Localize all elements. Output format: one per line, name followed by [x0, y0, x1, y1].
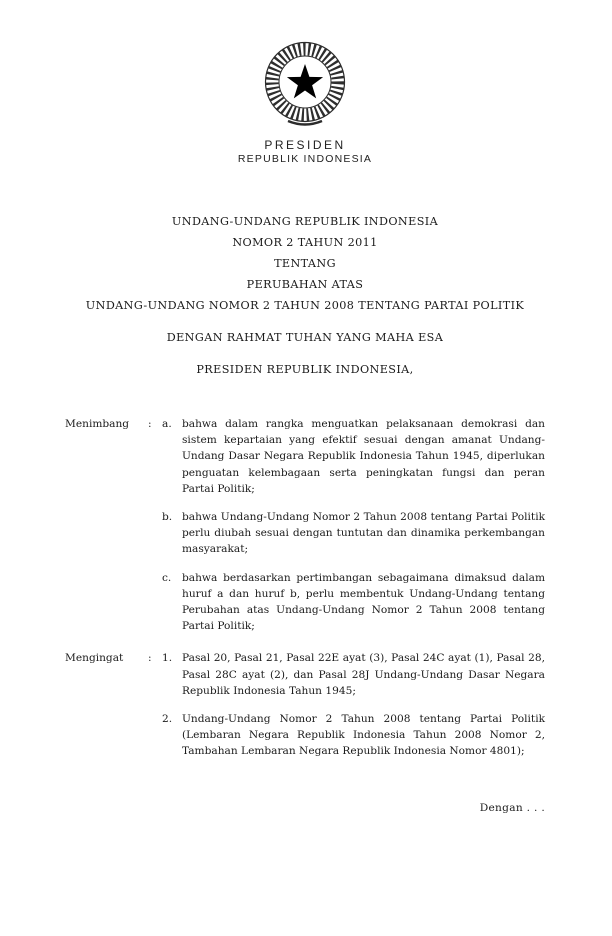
item-text: bahwa Undang-Undang Nomor 2 Tahun 2008 tentang Partai Politik perlu diubah sesuai dengan tuntutan dan dinamika perkembangan masyarakat;: [182, 511, 545, 556]
item-text: Undang-Undang Nomor 2 Tahun 2008 tentang Partai Politik (Lembaran Negara Republik Indonesia Tahun 2008 Nomor 2, Tambahan Lembaran Negara Republik Indonesia Nomor 4801);: [182, 713, 545, 758]
menimbang-section: [65, 416, 545, 634]
item-marker: 1.: [162, 652, 173, 665]
presidential-star-emblem-icon: [257, 38, 353, 130]
mengingat-colon: :: [148, 652, 152, 665]
letterhead: [65, 38, 545, 165]
title-line-perubahan-atas: PERUBAHAN ATAS: [246, 278, 364, 291]
title-line-number-year: NOMOR 2 TAHUN 2011: [232, 236, 378, 249]
letterhead-presiden-text: PRESIDEN: [264, 138, 346, 152]
invocation-line: DENGAN RAHMAT TUHAN YANG MAHA ESA: [166, 331, 444, 344]
title-line-law-name: UNDANG-UNDANG REPUBLIK INDONESIA: [171, 215, 439, 228]
menimbang-item-a: [65, 416, 545, 497]
title-line-subject: UNDANG-UNDANG NOMOR 2 TAHUN 2008 TENTANG PARTAI POLITIK: [85, 299, 525, 312]
mengingat-item-2: [65, 711, 545, 760]
menimbang-colon: :: [148, 418, 152, 430]
item-text: Pasal 20, Pasal 21, Pasal 22E ayat (3), Pasal 24C ayat (1), Pasal 28, Pasal 28C ayat (2), dan Pasal 28J Undang-Undang Dasar Negara Republik Indonesia Tahun 1945;: [182, 652, 545, 697]
title-line-tentang: TENTANG: [274, 257, 336, 270]
mengingat-item-1: [65, 650, 545, 699]
mengingat-label: Mengingat: [65, 652, 124, 665]
item-marker: c.: [162, 571, 172, 584]
page-catchword: Dengan . . .: [479, 801, 545, 814]
mengingat-section: [65, 650, 545, 759]
menimbang-label: Menimbang: [65, 418, 130, 430]
item-marker: a.: [162, 418, 172, 430]
item-text: bahwa berdasarkan pertimbangan sebagaimana dimaksud dalam huruf a dan huruf b, perlu membentuk Undang-Undang tentang Perubahan atas Undang-Undang Nomor 2 Tahun 2008 tentang Partai Politik;: [182, 571, 545, 633]
item-marker: 2.: [162, 713, 173, 726]
document-title-block: [65, 211, 545, 316]
menimbang-item-c: [65, 570, 545, 635]
authority-line: PRESIDEN REPUBLIK INDONESIA,: [196, 363, 414, 376]
item-text: bahwa dalam rangka menguatkan pelaksanaan demokrasi dan sistem kepartaian yang efektif sesuai dengan amanat Undang-Undang Dasar Negara Republik Indonesia Tahun 1945, diperlukan penguatan kelembagaan serta peningkatan fungsi dan peran Partai Politik;: [182, 418, 545, 495]
item-marker: b.: [162, 511, 173, 524]
menimbang-item-b: [65, 509, 545, 558]
letterhead-republik-indonesia-text: REPUBLIK INDONESIA: [237, 153, 373, 165]
